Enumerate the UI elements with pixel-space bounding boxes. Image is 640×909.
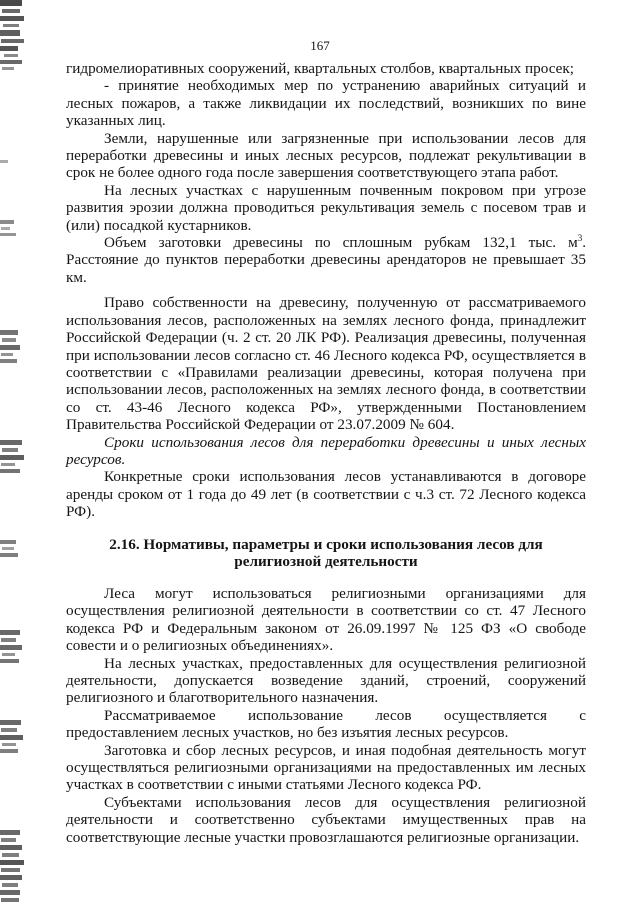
paragraph-buildings: На лесных участках, предоставленных для осуществления религиозной деятельности, допускается возведение зданий, строений, сооружений религиозного и благотворительного назначения. [66,654,586,707]
page-number: 167 [310,38,330,53]
paragraph-recultivation-terms: Земли, нарушенные или загрязненные при использовании лесов для переработки древесины и иных лесных ресурсов, подлежат рекультивации в срок не более одного года после завершения соответствующего этапа работ. [66,129,586,182]
paragraph-ownership: Право собственности на древесину, полученную от рассматриваемого использования лесов, расположенных на землях лесного фонда, принадлежит Российской Федерации (ч. 2 ст. 20 ЛК РФ). Реализация древесины, полученная при использовании лесов согласно ст. 46 Лесного кодекса РФ, осуществляется в соответствии с «Правилами реализации древесины, которая получена при использовании лесов, расположенных на землях лесного фонда, в соответствии со ст. 43-46 Лесного кодекса РФ», утвержденными Постановлением Правительства Российской Федерации от 23.07.2009 № 604. [66,294,586,434]
upper-text-block [66,60,586,521]
paragraph-provision: Рассматриваемое использование лесов осуществляется с предоставлением лесных участков, но без изъятия лесных ресурсов. [66,706,586,742]
paragraph-subjects: Субъектами использования лесов для осуществления религиозной деятельности и соответственно субъектами имущественных прав на соответствующие лесные участки провозглашаются религиозные организации. [66,793,586,846]
paragraph-recultivation-erosion: На лесных участках с нарушенным почвенным покровом при угрозе развития эрозии должна проводиться рекультивация земель с посевом трав и (или) посадкой кустарников. [66,181,586,234]
terms-heading: Сроки использования лесов для переработки древесины и иных лесных ресурсов. [66,433,586,468]
harvest-volume-text: Объем заготовки древесины по сплошным рубкам 132,1 тыс. м [104,234,578,252]
lower-text-block [66,585,586,846]
paragraph-religious-use: Леса могут использоваться религиозными организациями для осуществления религиозной деятельности в соответствии со ст. 47 Лесного кодекса РФ и Федеральным законом от 26.09.1997 № 125 ФЗ «О свободе совести и о религиозных объединениях». [66,585,586,655]
continuation-line: гидромелиоративных сооружений, квартальных столбов, квартальных просек; [66,60,574,77]
scan-binding-edge [0,0,30,909]
paragraph-harvesting: Заготовка и сбор лесных ресурсов, и иная подобная деятельность могут осуществляться религиозными организациями на предоставленных им лесных участках в соответствии с иными статьями Лесного кодекса РФ. [66,741,586,794]
paragraph-terms: Конкретные сроки использования лесов устанавливаются в договоре аренды сроком от 1 года до 49 лет (в соответствии с ч.3 ст. 72 Лесного кодекса РФ). [66,468,586,521]
paragraph-harvest-volume [66,234,586,286]
processing-distance: Расстояние до пунктов переработки древесины арендаторов не превышает 35 км. [66,251,586,286]
harvest-volume-end: . [582,234,586,252]
paragraph-accidents: - принятие необходимых мер по устранению аварийных ситуаций и лесных пожаров, а также ликвидации их последствий, возникших по вине указанных лиц. [66,77,586,130]
section-title: 2.16. Нормативы, параметры и сроки использования лесов для религиозной деятельности [109,536,543,571]
cubic-superscript: 3 [577,233,583,244]
